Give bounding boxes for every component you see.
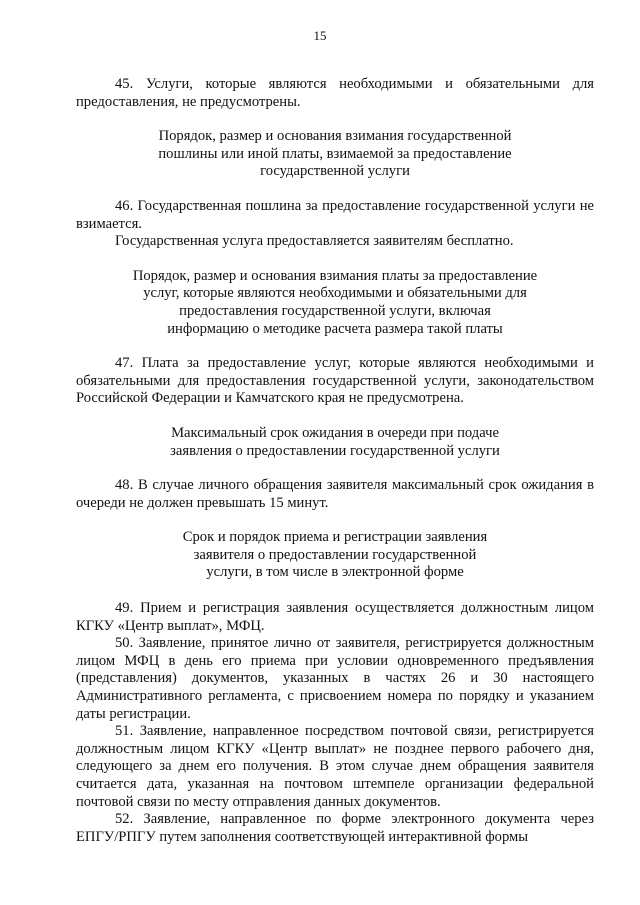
heading-line: заявления о предоставлении государственной услуги [170,442,500,459]
paragraph-46-free: Государственная услуга предоставляется заявителям бесплатно. [115,233,514,250]
heading-line: Порядок, размер и основания взимания государственной [158,128,512,145]
section-heading-state-fee [76,128,594,181]
heading-line: услуги, в том числе в электронной форме [206,564,464,581]
paragraph-49: 49. Прием и регистрация заявления осуществляется должностным лицом КГКУ «Центр выплат», МФЦ. [76,600,594,634]
page-number: 15 [313,28,327,43]
heading-line: пошлины или иной платы, взимаемой за предоставление [158,145,512,162]
section-heading-queue-time [76,425,594,460]
document-body [76,76,594,846]
heading-line: информацию о методике расчета размера такой платы [167,320,503,337]
paragraph-45: 45. Услуги, которые являются необходимыми и обязательными для предоставления, не предусмотрены. [76,76,594,110]
section-heading-service-payment [76,268,594,338]
heading-line: государственной услуги [260,163,410,180]
heading-line: Срок и порядок приема и регистрации заявления [182,529,488,546]
paragraph-46: 46. Государственная пошлина за предоставление государственной услуги не взимается. [76,197,594,232]
heading-line: заявителя о предоставлении государственной [193,546,477,563]
heading-line: предоставления государственной услуги, включая [179,302,491,319]
paragraph-47: 47. Плата за предоставление услуг, которые являются необходимыми и обязательными для предоставления государственной услуги, законодательством Российской Федерации и Камчатского края не предусмотрена. [76,355,594,407]
paragraph-52: 52. Заявление, направленное по форме электронного документа через ЕПГУ/РПГУ путем заполнения соответствующей интерактивной формы [76,811,594,845]
paragraph-51: 51. Заявление, направленное посредством почтовой связи, регистрируется должностным лицом КГКУ «Центр выплат» не позднее первого рабочего дня, следующего за днем его получения. В этом случае днем обращения заявителя считается дата, указанная на почтовом штемпеле организации федеральной почтовой связи по месту отправления данных документов. [76,723,594,810]
paragraph-48: 48. В случае личного обращения заявителя максимальный срок ожидания в очереди не должен превышать 15 минут. [76,477,594,511]
heading-line: Порядок, размер и основания взимания платы за предоставление [132,267,538,284]
paragraph-50: 50. Заявление, принятое лично от заявителя, регистрируется должностным лицом МФЦ в день его приема при условии одновременного предъявления (представления) документов, указанных в частях 26 и 30 настоящего Административного регламента, с присвоением номера по порядку и указанием даты регистрации. [76,635,594,722]
section-heading-registration [76,529,594,582]
heading-line: услуг, которые являются необходимыми и обязательными для [143,285,527,302]
heading-line: Максимальный срок ожидания в очереди при подаче [171,424,499,441]
